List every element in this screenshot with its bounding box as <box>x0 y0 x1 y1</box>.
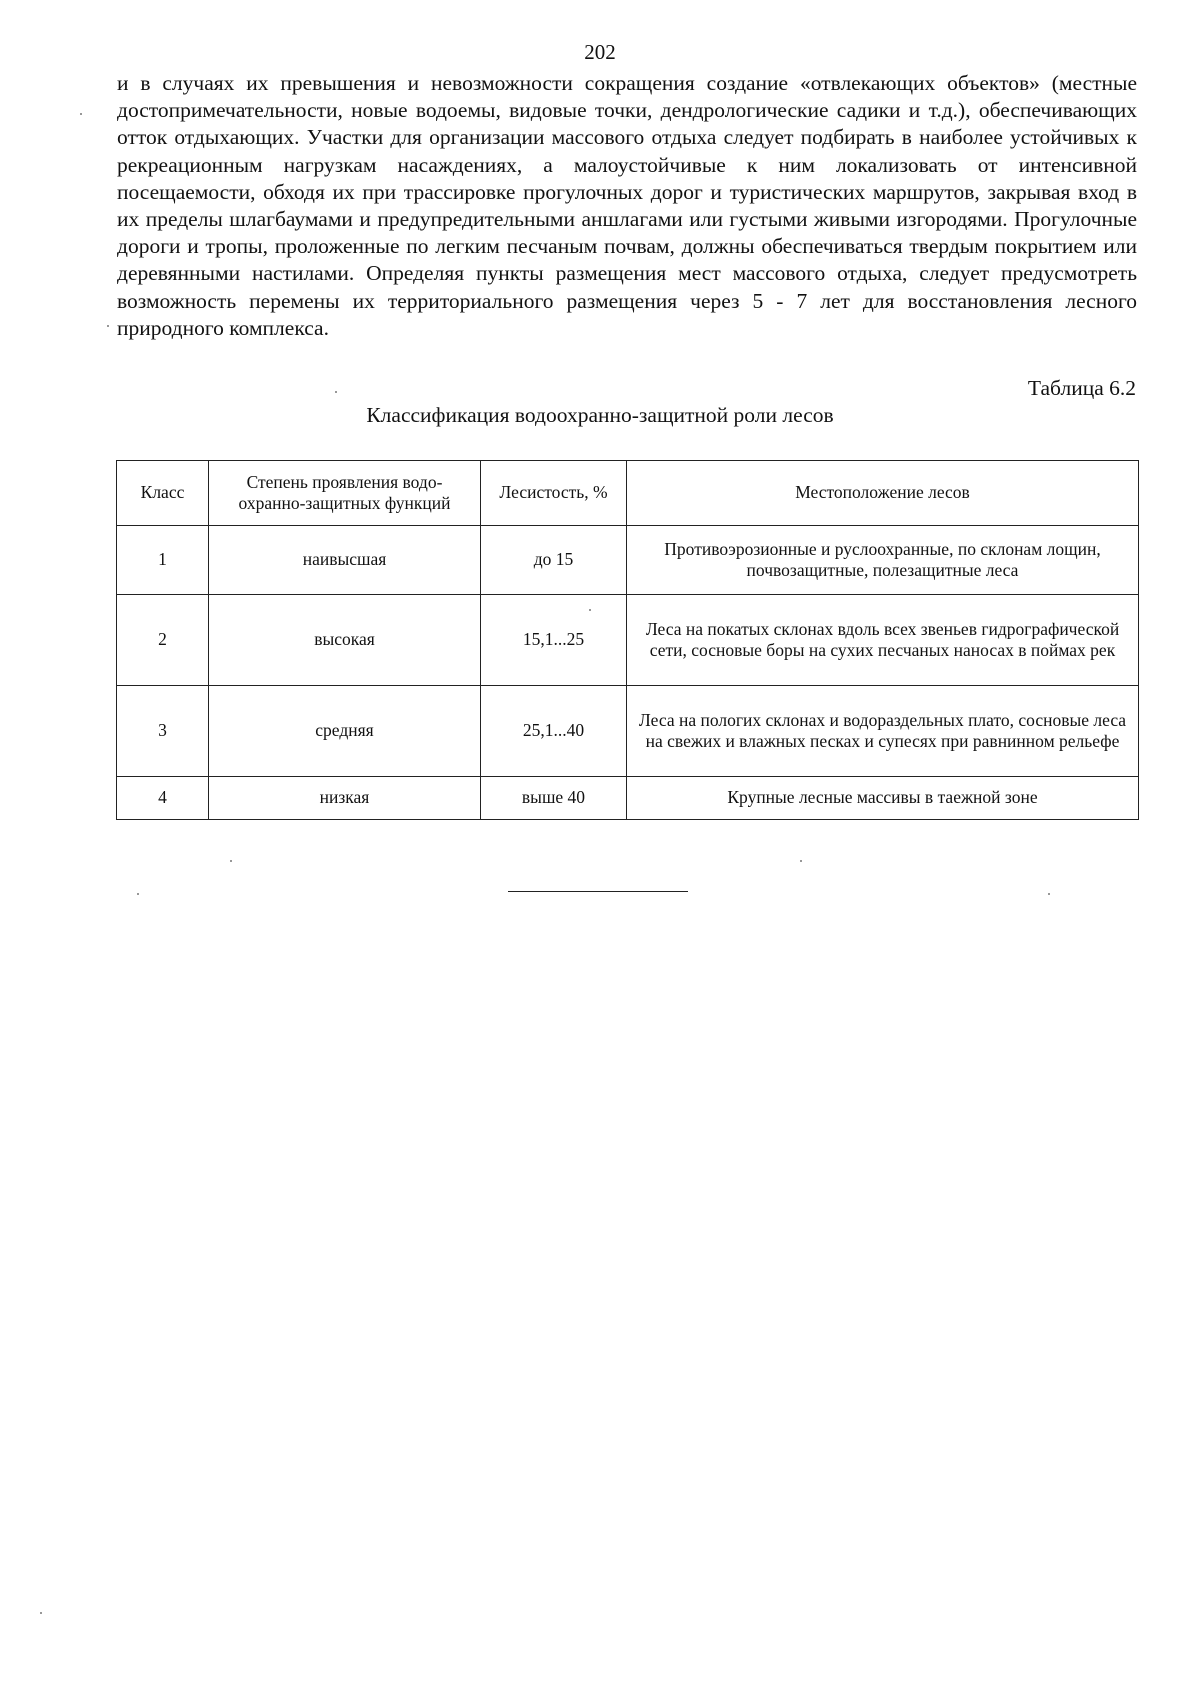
header-degree: Степень проявления водоохранно-защитных функций <box>209 461 481 526</box>
scan-speck <box>1048 893 1050 895</box>
cell-class: 3 <box>117 686 209 777</box>
cell-forest-cover: 15,1...25 <box>481 595 627 686</box>
scan-speck <box>40 1612 42 1614</box>
cell-class: 4 <box>117 777 209 820</box>
header-forest-cover: Лесистость, % <box>481 461 627 526</box>
cell-location: Леса на пологих склонах и водораздельных плато, сосновые леса на свежих и влажных песках и супесях при равнинном рельефе <box>627 686 1139 777</box>
scan-speck <box>589 609 591 611</box>
header-class: Класс <box>117 461 209 526</box>
table-row <box>117 686 1139 777</box>
table-row <box>117 526 1139 595</box>
cell-forest-cover: до 15 <box>481 526 627 595</box>
table-row <box>117 595 1139 686</box>
cell-location: Леса на покатых склонах вдоль всех звеньев гидрографической сети, сосновые боры на сухих песчаных наносах в поймах рек <box>627 595 1139 686</box>
table-header-row <box>117 461 1139 526</box>
scan-speck <box>800 860 802 862</box>
header-location: Местоположение лесов <box>627 461 1139 526</box>
page-number: 202 <box>584 40 616 64</box>
table-row <box>117 777 1139 820</box>
cell-class: 1 <box>117 526 209 595</box>
table-label: Таблица 6.2 <box>1027 376 1136 400</box>
scan-speck <box>137 893 139 895</box>
cell-degree: высокая <box>209 595 481 686</box>
scan-speck <box>335 391 337 393</box>
cell-forest-cover: выше 40 <box>481 777 627 820</box>
cell-degree: средняя <box>209 686 481 777</box>
scan-speck <box>80 113 82 115</box>
cell-location: Крупные лесные массивы в таежной зоне <box>627 777 1139 820</box>
cell-degree: наивысшая <box>209 526 481 595</box>
scan-speck <box>230 860 232 862</box>
classification-table <box>116 460 1139 820</box>
table-title: Классификация водоохранно-защитной роли лесов <box>366 403 834 427</box>
body-paragraph: и в случаях их превышения и невозможности сокращения создание «отвлекающих объектов» (местные достопримечательности, новые водоемы, видовые точки, дендрологические садики и т.д.), обеспечивающих отток отдыхающих. Участки для организации массового отдыха следует подбирать в наиболее устойчивых к рекреационным нагрузкам насаждениях, а малоустойчивые к ним локализовать от интенсивной посещаемости, обходя их при трассировке прогулочных дорог и туристических маршрутов, закрывая вход в их пределы шлагбаумами и предупредительными аншлагами или густыми живыми изгородями. Прогулочные дороги и тропы, проложенные по легким песчаным почвам, должны обеспечиваться твердым покрытием или деревянными настилами. Определяя пункты размещения мест массового отдыха, следует предусмотреть возможность перемены их территориального размещения через 5 - 7 лет для восстановления лесного природного комплекса. <box>117 71 1137 340</box>
cell-class: 2 <box>117 595 209 686</box>
end-divider <box>508 891 688 892</box>
cell-forest-cover: 25,1...40 <box>481 686 627 777</box>
cell-location: Противоэрозионные и руслоохранные, по склонам лощин, почвозащитные, полезащитные леса <box>627 526 1139 595</box>
scan-speck <box>107 325 109 327</box>
cell-degree: низкая <box>209 777 481 820</box>
